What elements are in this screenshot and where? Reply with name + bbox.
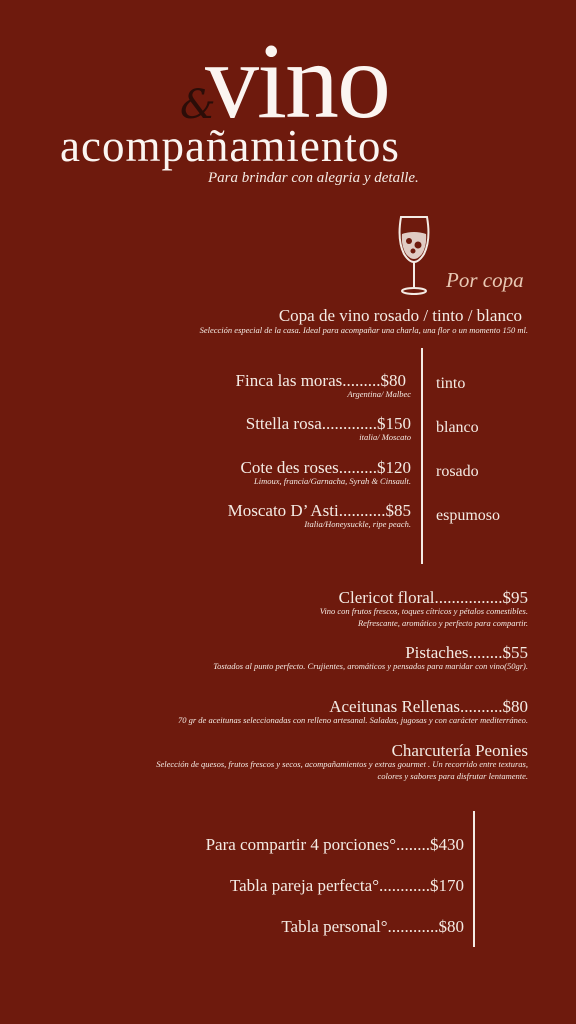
board-item: Tabla pareja perfecta°............$170 <box>229 876 464 895</box>
item-description: Refrescante, aromático y perfecto para compartir. <box>357 618 528 628</box>
item-name: Charcutería Peonies <box>391 741 528 760</box>
board-item: Para compartir 4 porciones°........$430 <box>205 835 464 854</box>
wine-type: blanco <box>436 419 479 436</box>
wine-type: tinto <box>436 375 466 392</box>
wine-glass-icon <box>394 214 434 302</box>
section-label-por-copa: Por copa <box>446 268 524 292</box>
wine-origin: italia/ Moscato <box>359 432 411 442</box>
tagline: Para brindar con alegria y detalle. <box>208 170 419 186</box>
board-item: Tabla personal°............$80 <box>281 917 464 936</box>
item-description: Selección de quesos, frutos frescos y secos, acompañamientos y extras gourmet . Un recorrido entre texturas, <box>156 759 528 769</box>
wine-name: Finca las moras.........$80 <box>235 371 406 390</box>
copa-title: Copa de vino rosado / tinto / blanco <box>278 306 522 325</box>
item-name: Aceitunas Rellenas..........$80 <box>329 697 528 716</box>
wine-type: rosado <box>436 463 479 480</box>
wine-origin: Limoux, francia/Garnacha, Syrah & Cinsault. <box>253 476 411 486</box>
wine-origin: Italia/Honeysuckle, ripe peach. <box>304 519 411 529</box>
wine-list-divider <box>421 348 423 564</box>
wine-origin: Argentina/ Malbec <box>347 389 411 399</box>
item-description: Tostados al punto perfecto. Crujientes, aromáticos y pensados para maridar con vino(50gr). <box>213 661 528 671</box>
wine-name: Sttella rosa.............$150 <box>245 414 411 433</box>
wine-name: Cote des roses.........$120 <box>240 458 411 477</box>
item-name: Clericot floral................$95 <box>338 588 528 607</box>
item-description: colores y sabores para disfrutar lentamente. <box>377 771 528 781</box>
title-acompanamientos: acompañamientos <box>60 121 400 171</box>
wine-name: Moscato D’ Asti...........$85 <box>227 501 411 520</box>
item-description: 70 gr de aceitunas seleccionadas con relleno artesanal. Saladas, jugosas y con carácter mediterráneo. <box>177 715 528 725</box>
copa-description: Selección especial de la casa. Ideal para acompañar una charla, una flor o un momento 150 ml. <box>199 325 528 335</box>
title-vino: vino <box>205 22 390 141</box>
item-name: Pistaches........$55 <box>405 643 528 662</box>
item-description: Vino con frutos frescos, toques cítricos y pétalos comestibles. <box>319 606 528 616</box>
boards-divider <box>473 811 475 947</box>
wine-type: espumoso <box>436 507 500 524</box>
ampersand: & <box>180 82 216 128</box>
